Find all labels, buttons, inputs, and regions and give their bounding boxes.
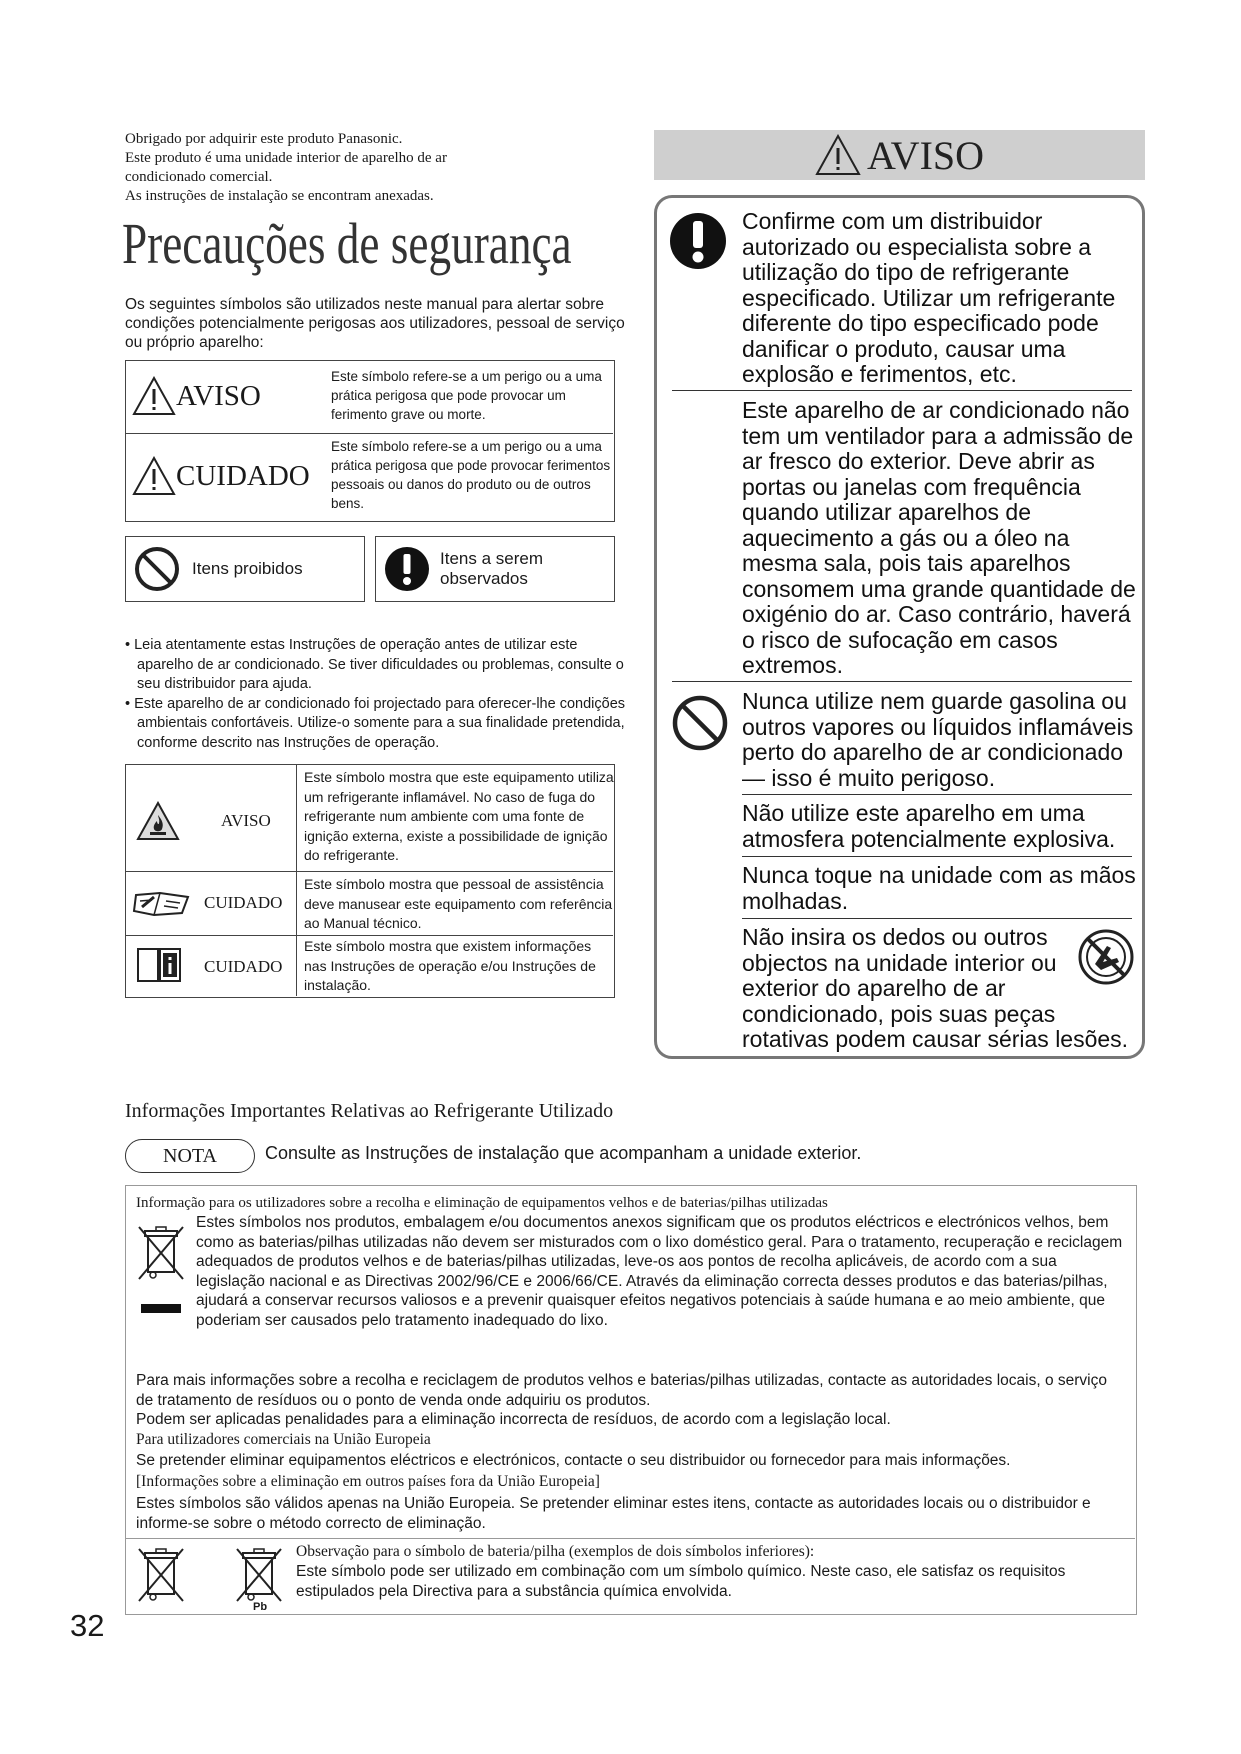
crossed-bin-icon (136, 1546, 186, 1604)
item-divider (742, 794, 1132, 795)
exclamation-icon (384, 546, 430, 592)
prohibited-legend (125, 536, 365, 602)
instructions-description: Este símbolo mostra que existem informações nas Instruções de operação e/ou Instruções de instalação. (304, 938, 596, 993)
row-divider (126, 935, 613, 936)
aviso-item-explosive: Não utilize este aparelho em uma atmosfera potencialmente explosiva. (742, 800, 1116, 852)
intro-line: As instruções de instalação se encontram anexadas. (125, 188, 434, 204)
battery-heading: Observação para o símbolo de bateria/pilha (exemplos de dois símbolos inferiores): (296, 1543, 815, 1560)
disposal-paragraph: Podem ser aplicadas penalidades para a eliminação incorrecta de resíduos, de acordo com a legislação local. (136, 1411, 891, 1428)
service-manual-icon (132, 887, 192, 919)
aviso-description: Este símbolo refere-se a um perigo ou a uma prática perigosa que pode provocar um ferimento grave ou morte. (331, 369, 602, 422)
nota-text: Consulte as Instruções de instalação que acompanham a unidade exterior. (265, 1143, 862, 1163)
eu-text: Se pretender eliminar equipamentos eléctricos e electrónicos, contacte o seu distribuidor ou fornecedor para mais informações. (136, 1452, 1011, 1469)
aviso-item-refrigerant: Confirme com um distribuidor autorizado ou especialista sobre a utilização do tipo de refrigerante especificado. Utilizar um refrigerante diferente do tipo especificado pode danificar o produto, causar uma explosão e ferimentos, etc. (742, 208, 1116, 387)
no-fingers-icon (1077, 928, 1135, 986)
aviso-word: AVISO (176, 379, 261, 412)
table2-label-cuidado: CUIDADO (204, 957, 283, 976)
bullet-item: • Leia atentamente estas Instruções de operação antes de utilizar este aparelho de ar condicionado. Se tiver dificuldades ou problemas, consulte o seu distribuidor para ajuda. (125, 637, 624, 692)
cuidado-description: Este símbolo refere-se a um perigo ou a uma prática perigosa que pode provocar ferimentos pessoais ou danos do produto ou de outros bens. (331, 439, 611, 511)
item-divider (672, 681, 1132, 682)
symbols-intro: Os seguintes símbolos são utilizados neste manual para alertar sobre condições potencialmente perigosas aos utilizadores, pessoal de serviço ou próprio aparelho: (125, 296, 625, 351)
intro-line: Obrigado por adquirir este produto Panasonic. (125, 131, 403, 147)
crossed-bin-icon (136, 1224, 186, 1320)
crossed-bin-icon (234, 1546, 284, 1604)
battery-text: Este símbolo pode ser utilizado em combinação com um símbolo químico. Neste caso, ele satisfaz os requisitos estipulados pela Directiva para a substância química envolvida. (296, 1563, 1066, 1600)
row-divider (126, 871, 613, 872)
aviso-item-fingers: Não insira os dedos ou outros objectos na unidade interior ou exterior do aparelho de ar condicionado, pois suas peças rotativas podem causar sérias lesões. (742, 924, 1129, 1052)
bullet-item: • Este aparelho de ar condicionado foi projectado para oferecer-lhe condições ambientais confortáveis. Utilize-o somente para a sua finalidade pretendida, conforme descrito nas Instruções de operação. (125, 695, 626, 751)
aviso-item-ventilation: Este aparelho de ar condicionado não tem um ventilador para a admissão de ar fresco do exterior. Deve abrir as portas ou janelas com frequência quando utilizar aparelhos de aquecimento a gás ou a óleo na mesma sala, pois tais aparelhos consomem uma grande quantidade de oxigénio do ar. Caso contrário, haverá o risco de sufocação em casos extremos. (742, 397, 1136, 678)
aviso-panel (654, 195, 1145, 1059)
aviso-header (654, 130, 1145, 180)
aviso-header-title: AVISO (866, 132, 985, 178)
instruction-manual-icon (136, 945, 184, 985)
instructions-bullets (125, 636, 625, 753)
cuidado-row (126, 435, 613, 521)
service-description: Este símbolo mostra que pessoal de assistência deve manusear este equipamento com referência ao Manual técnico. (304, 876, 613, 931)
observed-legend (375, 536, 615, 602)
refrigerant-symbol-table (125, 764, 615, 998)
page-number: 32 (70, 1608, 105, 1643)
pb-label: Pb (253, 1601, 268, 1613)
prohibited-label: Itens proibidos (192, 559, 303, 578)
aviso-item-wet-hands: Nunca toque na unidade com as mãos molhadas. (742, 862, 1136, 914)
outside-eu-text: Estes símbolos são válidos apenas na União Europeia. Se pretender eliminar estes itens, contacte as autoridades locais ou o distribuidor e informe-se sobre o método correcto de eliminação. (136, 1495, 1091, 1532)
disposal-info-box (125, 1185, 1137, 1615)
disposal-heading: Informação para os utilizadores sobre a recolha e eliminação de equipamentos velhos e de baterias/pilhas utilizadas (136, 1195, 828, 1211)
signal-word-table (125, 360, 615, 522)
cuidado-word: CUIDADO (176, 459, 310, 492)
table2-label-aviso: AVISO (221, 811, 271, 830)
page-title: Precauções de segurança (122, 211, 572, 276)
disposal-paragraph: Para mais informações sobre a recolha e reciclagem de produtos velhos e baterias/pilhas utilizadas, contacte as autoridades locais, o serviço de tratamento de resíduos ou o ponto de venda onde adquiriu os produtos. (136, 1372, 1107, 1409)
flammable-warning-icon (136, 801, 180, 841)
nota-badge: NOTA (125, 1139, 255, 1173)
warning-triangle-icon (132, 376, 176, 416)
intro-line: Este produto é uma unidade interior de aparelho de ar (125, 150, 447, 166)
warning-triangle-icon (815, 134, 861, 176)
aviso-row (126, 361, 613, 433)
warning-triangle-icon (132, 456, 176, 496)
outside-eu-heading: [Informações sobre a eliminação em outros países fora da União Europeia] (136, 1473, 600, 1490)
eu-heading: Para utilizadores comerciais na União Europeia (136, 1431, 431, 1448)
flammable-description: Este símbolo mostra que este equipamento utiliza um refrigerante inflamável. No caso de fuga do refrigerante num ambiente com uma fonte de ignição externa, existe a possibilidade de ignição do refrigerante. (304, 769, 614, 863)
section-divider (126, 1538, 1135, 1539)
refrigerant-heading: Informações Importantes Relativas ao Refrigerante Utilizado (125, 1100, 614, 1122)
item-divider (742, 856, 1132, 857)
column-divider (296, 765, 297, 996)
observed-label: Itens a serem observados (440, 549, 543, 588)
intro-line: condicionado comercial. (125, 169, 273, 185)
row-divider (126, 433, 613, 434)
intro-text (125, 130, 625, 206)
item-divider (742, 918, 1132, 919)
disposal-paragraph: Estes símbolos nos produtos, embalagem e/ou documentos anexos significam que os produtos eléctricos e electrónicos velhos, bem como as baterias/pilhas utilizadas não devem ser misturados com o lixo doméstico geral. Para o tratamento, recuperação e reciclagem adequados de produtos velhos e de baterias/pilhas utilizadas, leve-os aos pontos de recolha aplicáveis, de acordo com a sua legislação nacional e as Directivas 2002/96/CE e 2006/66/CE. Através da eliminação correcta desses produtos e das baterias/pilhas, ajudará a conservar recursos valiosos e a prevenir quaisquer efeitos negativos potenciais à saúde humana e ao meio ambiente, que poderiam ser causados pelo tratamento inadequado do lixo. (196, 1214, 1123, 1329)
prohibited-icon (671, 694, 729, 752)
exclamation-icon (669, 212, 727, 270)
prohibited-icon (134, 546, 180, 592)
aviso-item-flammables: Nunca utilize nem guarde gasolina ou outros vapores ou líquidos inflamáveis perto do aparelho de ar condicionado — isso é muito perigoso. (742, 688, 1134, 791)
item-divider (672, 390, 1132, 391)
table2-label-cuidado: CUIDADO (204, 893, 283, 912)
